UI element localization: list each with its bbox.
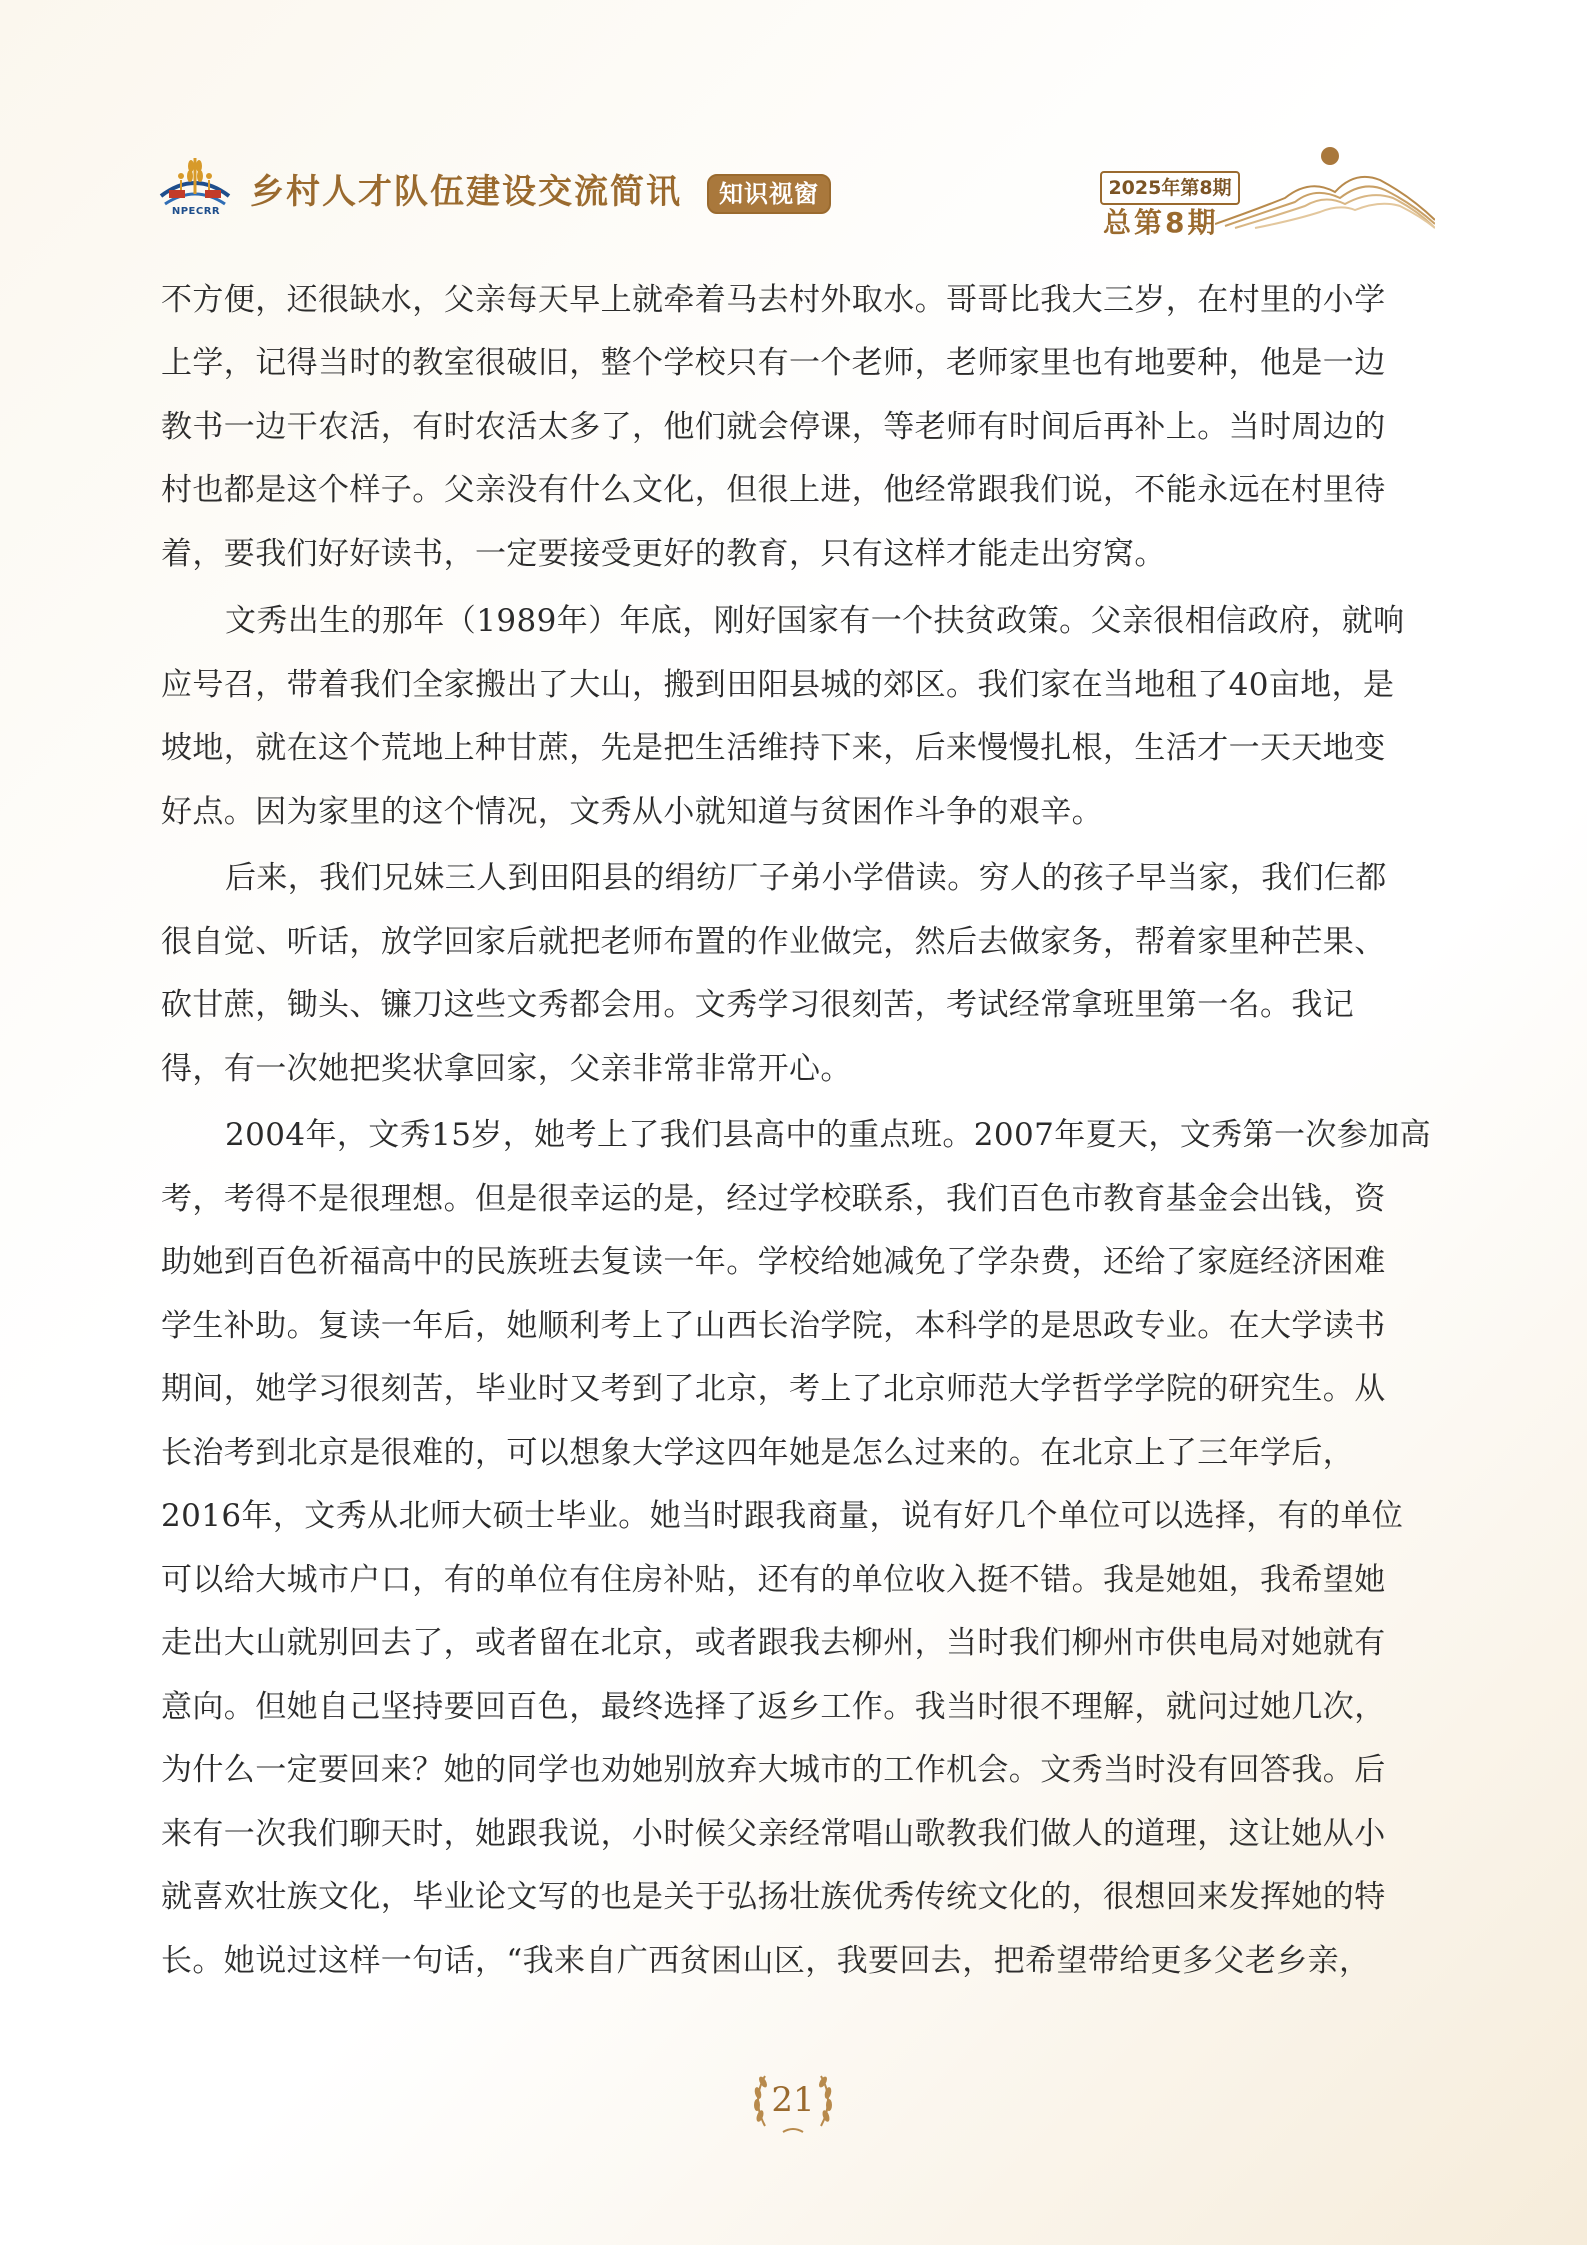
text-line: 得，有一次她把奖状拿回家，父亲非常非常开心。 [161,1051,852,1087]
text-line: 为什么一定要回来？她的同学也劝她别放弃大城市的工作机会。文秀当时没有回答我。后 [161,1752,1386,1788]
text-line: 长。她说过这样一句话，“我来自广西贫困山区，我要回去，把希望带给更多父老乡亲， [161,1943,1371,1979]
text-line: 坡地，就在这个荒地上种甘蔗，先是把生活维持下来，后来慢慢扎根，生活才一天天地变 [161,730,1386,766]
text-line: 2016年，文秀从北师大硕士毕业。她当时跟我商量，说有好几个单位可以选择，有的单位 [161,1498,1404,1534]
text-line: 着，要我们好好读书，一定要接受更好的教育，只有这样才能走出穷窝。 [161,536,1166,572]
publication-title: 乡村人才队伍建设交流简讯 [250,172,682,212]
text-line: 2004年，文秀15岁，她考上了我们县高中的重点班。2007年夏天，文秀第一次参加高 [225,1117,1432,1153]
text-line: 来有一次我们聊天时，她跟我说，小时候父亲经常唱山歌教我们做人的道理，这让她从小 [161,1816,1386,1852]
text-line: 村也都是这个样子。父亲没有什么文化，但很上进，他经常跟我们说，不能永远在村里待 [161,472,1386,508]
section-badge: 知识视窗 [707,174,831,214]
text-line: 教书一边干农活，有时农活太多了，他们就会停课，等老师有时间后再补上。当时周边的 [161,409,1386,445]
text-line: 学生补助。复读一年后，她顺利考上了山西长治学院，本科学的是思政专业。在大学读书 [161,1308,1386,1344]
text-line: 很自觉、听话，放学回家后就把老师布置的作业做完，然后去做家务，帮着家里种芒果、 [161,924,1386,960]
text-line: 意向。但她自己坚持要回百色，最终选择了返乡工作。我当时很不理解，就问过她几次， [161,1689,1386,1725]
text-line: 助她到百色祈福高中的民族班去复读一年。学校给她减免了学杂费，还给了家庭经济困难 [161,1244,1386,1280]
text-line: 应号召，带着我们全家搬出了大山，搬到田阳县城的郊区。我们家在当地租了40亩地，是 [161,667,1395,703]
issue-total-label: 总第8期 [1103,206,1219,239]
page-number: 21 [771,2080,815,2120]
text-line: 可以给大城市户口，有的单位有住房补贴，还有的单位收入挺不错。我是她姐，我希望她 [161,1562,1386,1598]
text-line: 砍甘蔗，锄头、镰刀这些文秀都会用。文秀学习很刻苦，考试经常拿班里第一名。我记 [161,987,1355,1023]
text-line: 期间，她学习很刻苦，毕业时又考到了北京，考上了北京师范大学哲学学院的研究生。从 [161,1371,1386,1407]
page-number-badge [743,2066,843,2138]
text-line: 走出大山就别回去了，或者留在北京，或者跟我去柳州，当时我们柳州市供电局对她就有 [161,1625,1386,1661]
text-line: 好点。因为家里的这个情况，文秀从小就知道与贫困作斗争的艰辛。 [161,794,1103,830]
page-header [0,0,1587,250]
text-line: 考，考得不是很理想。但是很幸运的是，经过学校联系，我们百色市教育基金会出钱，资 [161,1181,1386,1217]
logo-text: NPECRR [171,206,221,217]
text-line: 不方便，还很缺水，父亲每天早上就牵着马去村外取水。哥哥比我大三岁，在村里的小学 [161,282,1386,318]
text-line: 长治考到北京是很难的，可以想象大学这四年她是怎么过来的。在北京上了三年学后， [161,1435,1355,1471]
text-line: 后来，我们兄妹三人到田阳县的绢纺厂子弟小学借读。穷人的孩子早当家，我们仨都 [225,860,1387,896]
issue-label: 2025年第8期 [1100,171,1240,205]
text-line: 就喜欢壮族文化，毕业论文写的也是关于弘扬壮族优秀传统文化的，很想回来发挥她的特 [161,1879,1386,1915]
text-line: 文秀出生的那年（1989年）年底，刚好国家有一个扶贫政策。父亲很相信政府，就响 [225,603,1405,639]
text-line: 上学，记得当时的教室很破旧，整个学校只有一个老师，老师家里也有地要种，他是一边 [161,345,1386,381]
mountain-sun-icon [1215,140,1435,230]
